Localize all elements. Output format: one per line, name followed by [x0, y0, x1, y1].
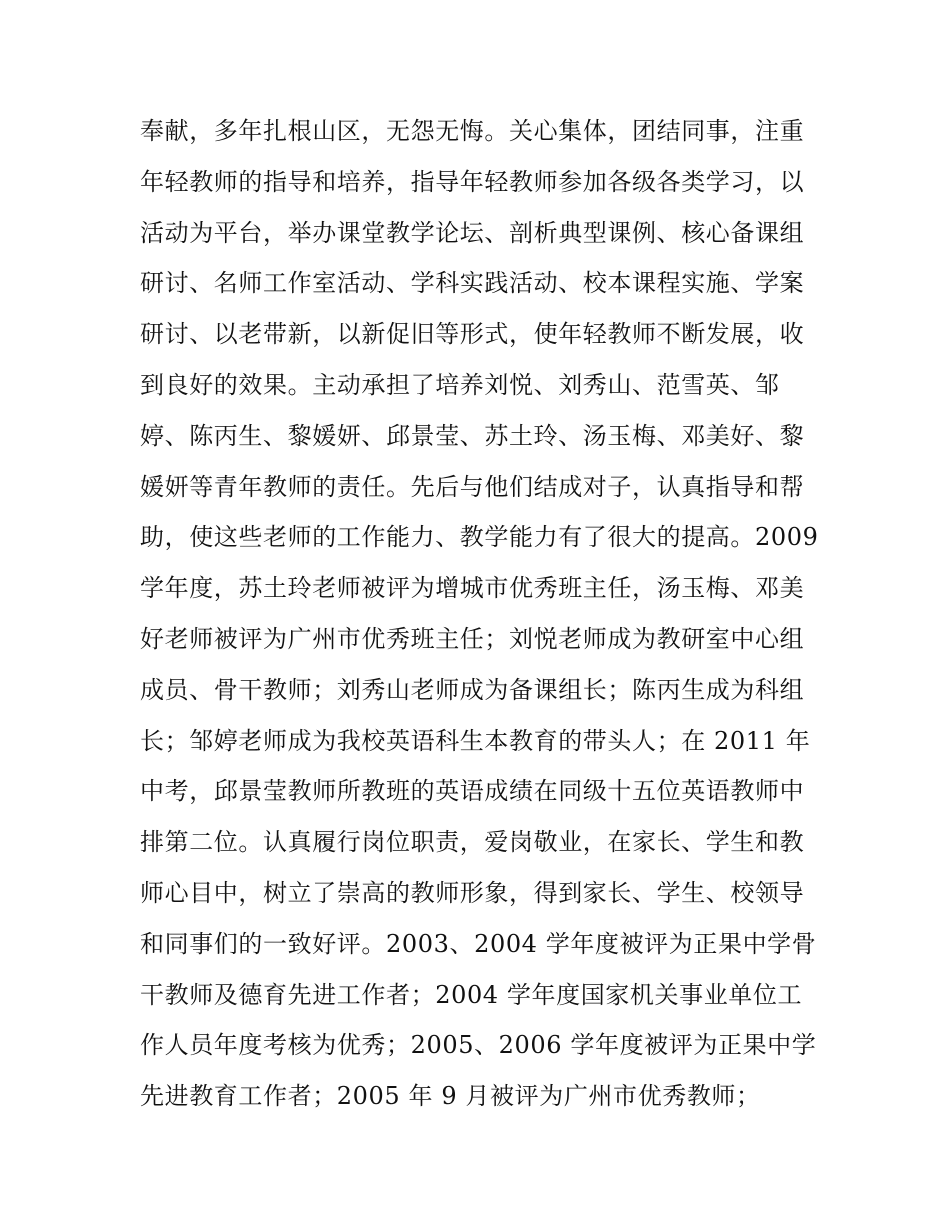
text-line: 排第二位。认真履行岗位职责，爱岗敬业，在家长、学生和教	[140, 828, 805, 857]
text-line: 研讨、以老带新，以新促旧等形式，使年轻教师不断发展，收	[140, 320, 805, 349]
text-line: 研讨、名师工作室活动、学科实践活动、校本课程实施、学案	[140, 269, 805, 298]
text-line: 干教师及德育先进工作者；2004 学年度国家机关事业单位工	[140, 980, 803, 1009]
text-line: 作人员年度考核为优秀；2005、2006 学年度被评为正果中学	[140, 1031, 817, 1060]
text-line: 活动为平台，举办课堂教学论坛、剖析典型课例、核心备课组	[140, 218, 805, 247]
body-paragraph	[140, 106, 830, 1122]
text-line: 好老师被评为广州市优秀班主任；刘悦老师成为教研室中心组	[140, 624, 805, 653]
text-line: 成员、骨干教师；刘秀山老师成为备课组长；陈丙生成为科组	[140, 675, 805, 704]
text-line: 长；邹婷老师成为我校英语科生本教育的带头人；在 2011 年	[140, 726, 811, 755]
text-line: 媛妍等青年教师的责任。先后与他们结成对子，认真指导和帮	[140, 472, 805, 501]
text-line: 学年度，苏土玲老师被评为增城市优秀班主任，汤玉梅、邓美	[140, 574, 805, 603]
text-line: 中考，邱景莹教师所教班的英语成绩在同级十五位英语教师中	[140, 777, 805, 806]
text-line: 年轻教师的指导和培养，指导年轻教师参加各级各类学习，以	[140, 167, 805, 196]
text-line: 助，使这些老师的工作能力、教学能力有了很大的提高。2009	[140, 523, 819, 552]
text-line: 和同事们的一致好评。2003、2004 学年度被评为正果中学骨	[140, 929, 817, 958]
text-line: 奉献，多年扎根山区，无怨无悔。关心集体，团结同事，注重	[140, 117, 805, 145]
text-line: 先进教育工作者；2005 年 9 月被评为广州市优秀教师；	[140, 1082, 761, 1111]
text-line: 到良好的效果。主动承担了培养刘悦、刘秀山、范雪英、邹	[140, 370, 780, 399]
text-line: 婷、陈丙生、黎媛妍、邱景莹、苏土玲、汤玉梅、邓美好、黎	[140, 421, 805, 450]
text-line: 师心目中，树立了崇高的教师形象，得到家长、学生、校领导	[140, 878, 805, 907]
